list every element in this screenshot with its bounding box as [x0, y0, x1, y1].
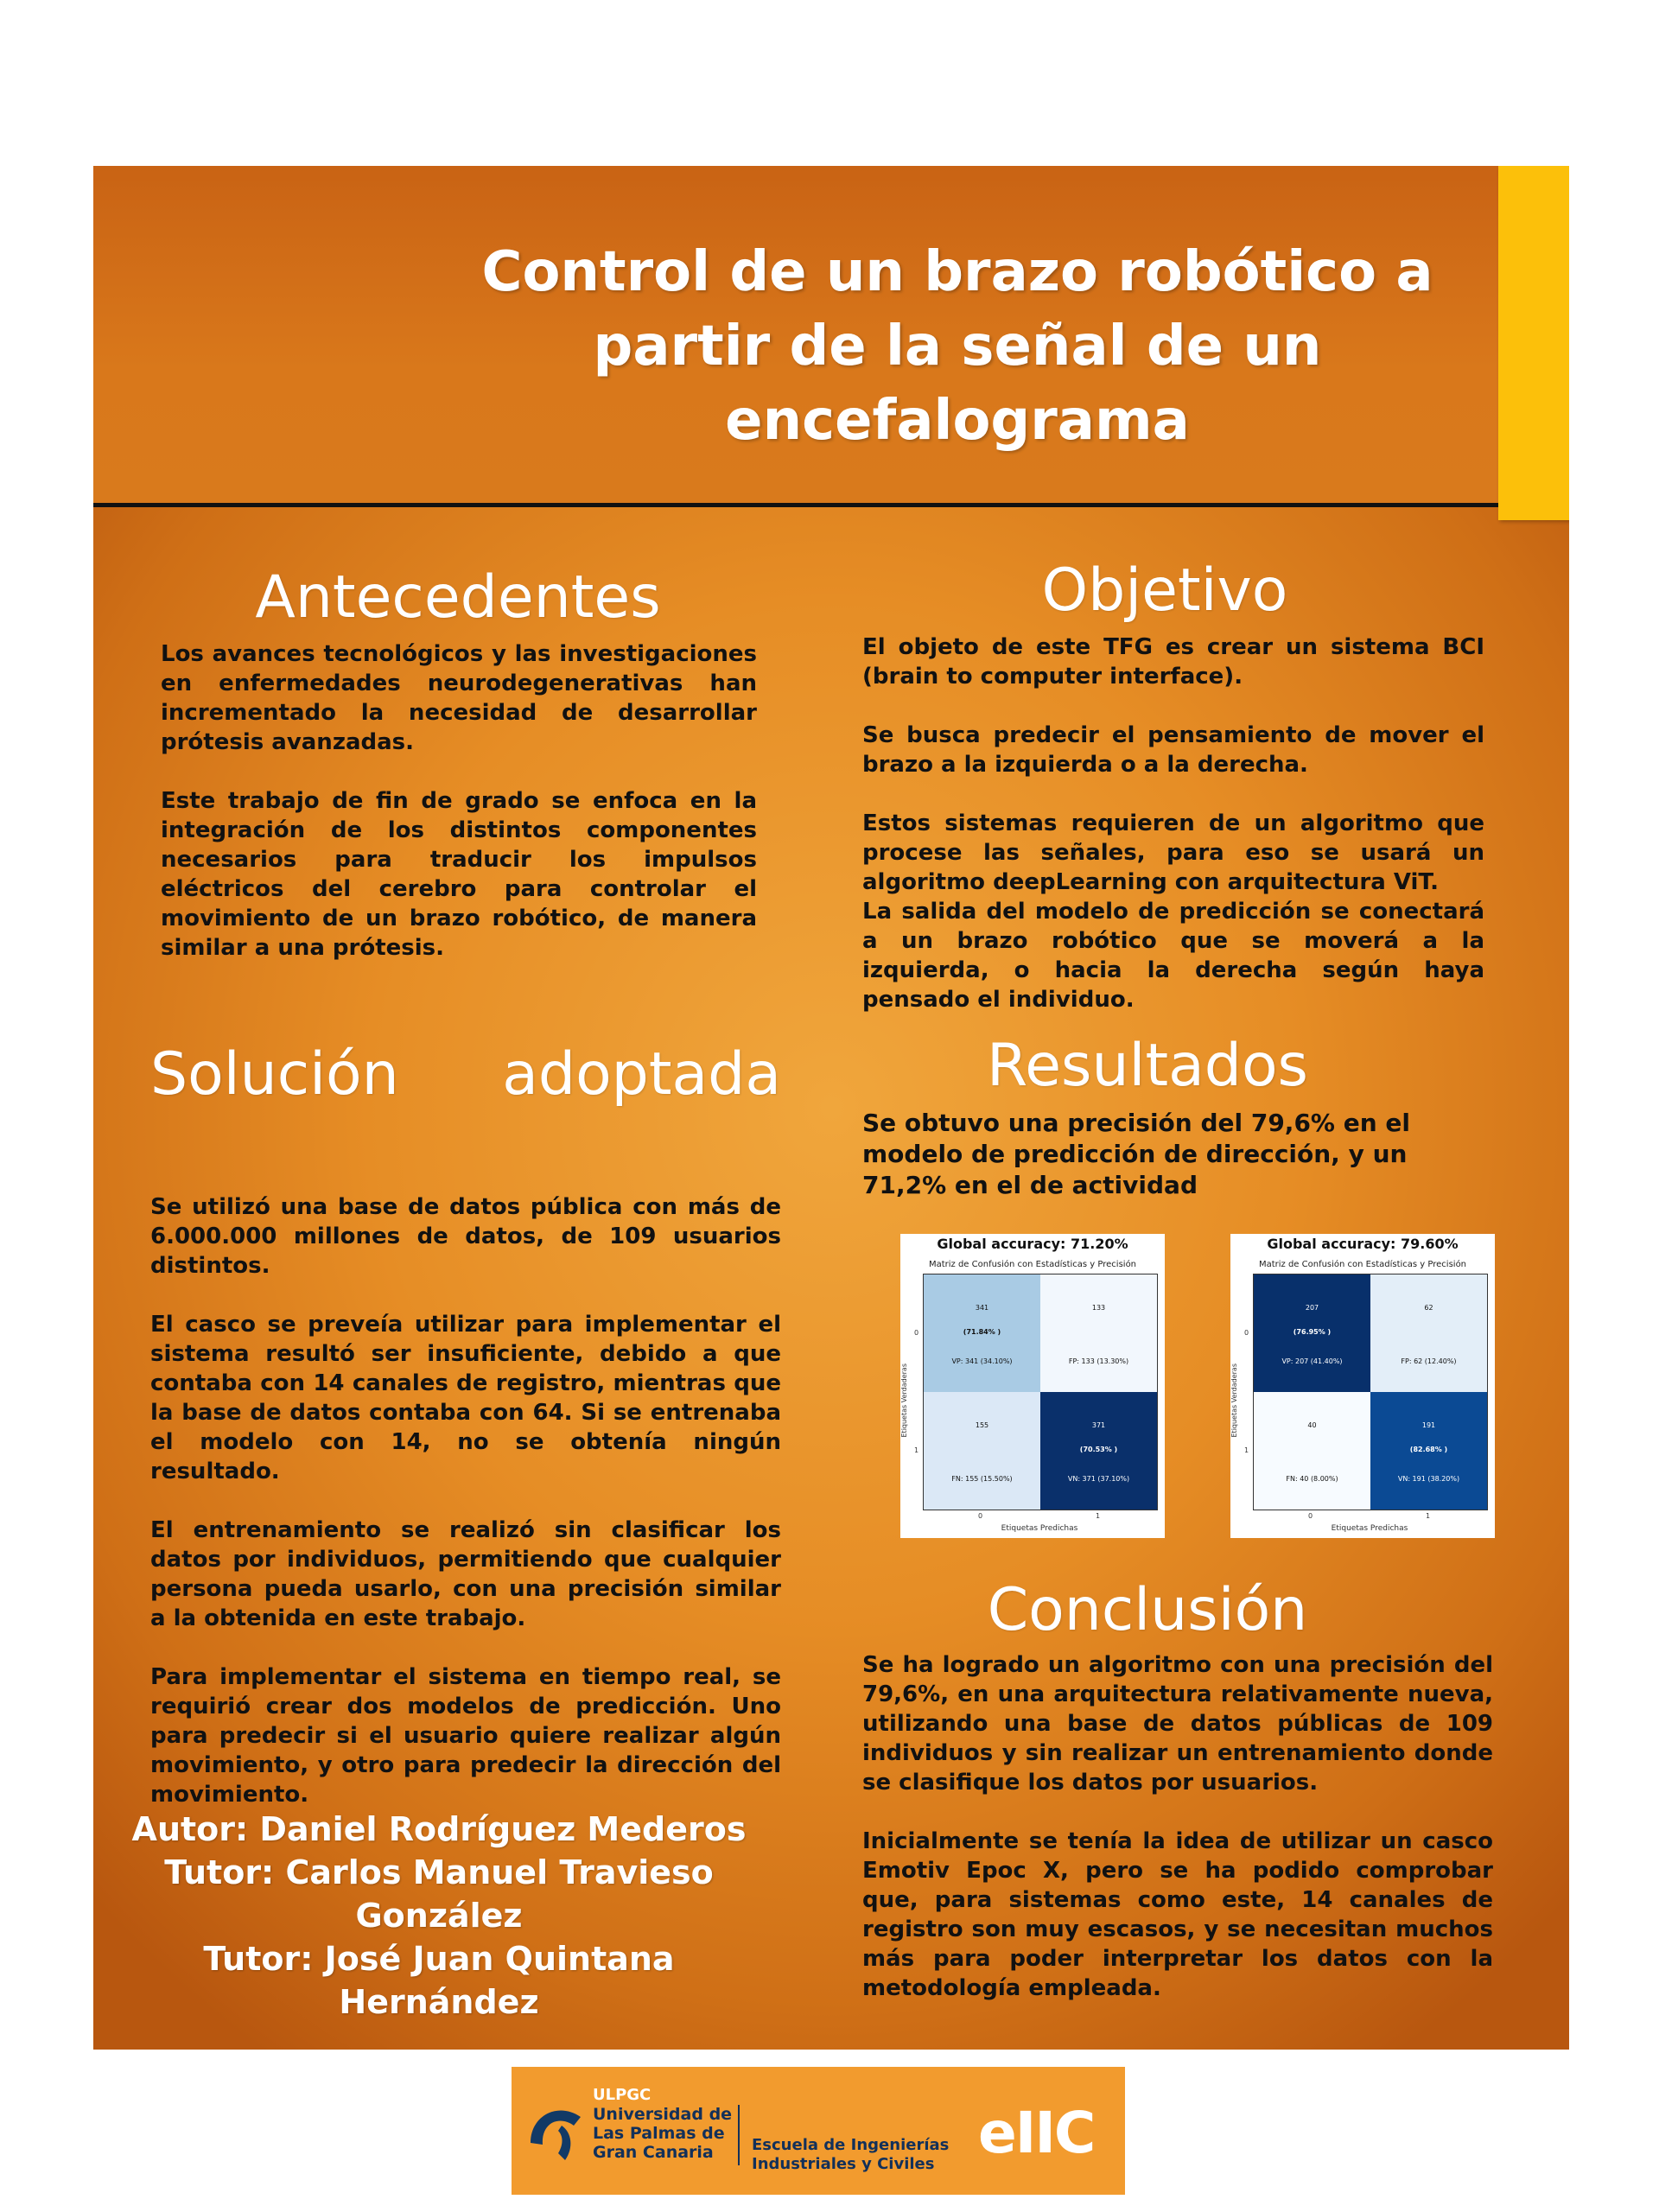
matrix-tick: 1: [914, 1446, 919, 1454]
solucion-p4: Para implementar el sistema en tiempo real, se requirió crear dos modelos de predicción. Uno para predecir si el usuario quiere realizar algún movimiento, y otro para predecir la dirección del movimiento.: [150, 1664, 781, 1808]
matrix-cell: [1040, 1392, 1157, 1510]
conclusion-text: [862, 1650, 1493, 2003]
bookmark-tab: [1498, 166, 1569, 520]
matrix-cell: [1254, 1392, 1370, 1510]
cell-percent: (82.68% ): [1409, 1446, 1448, 1453]
ulpgc-line3: Gran Canaria: [593, 2143, 714, 2162]
matrix-title: Global accuracy: 79.60%: [1267, 1236, 1459, 1252]
cell-count: 191: [1421, 1421, 1436, 1429]
matrix-xlabel: Etiquetas Predichas: [1001, 1524, 1078, 1533]
cell-count: 155: [975, 1421, 989, 1429]
ulpgc-name: [593, 2105, 732, 2162]
solucion-text: [150, 1192, 781, 1809]
matrix-subtitle: Matriz de Confusión con Estadísticas y Precisión: [1258, 1260, 1467, 1269]
matrix-ylabel: Etiquetas Verdaderas: [900, 1363, 908, 1438]
school-name: [752, 2136, 949, 2174]
solucion-heading: Solución adoptada: [150, 1040, 781, 1109]
autor-line: Autor: Daniel Rodríguez Mederos: [131, 1810, 747, 1848]
cell-percent: (71.84% ): [963, 1328, 1001, 1336]
matrix-ylabel: Etiquetas Verdaderas: [1230, 1363, 1238, 1438]
matrix-cell: [1254, 1274, 1370, 1392]
solucion-p1: Se utilizó una base de datos pública con más de 6.000.000 millones de datos, de 109 usuarios distintos.: [150, 1194, 781, 1279]
antecedentes-heading: Antecedentes: [255, 563, 661, 632]
header-divider: [93, 503, 1569, 507]
ulpgc-logo-icon: [524, 2091, 588, 2169]
confusion-matrix-direction: [1230, 1234, 1495, 1538]
tutor2-line: Tutor: José Juan Quintana Hernández: [203, 1940, 675, 2021]
objetivo-p3: Estos sistemas requieren de un algoritmo que procese las señales, para eso se usará un algoritmo deepLearning con arquitectura ViT.: [862, 810, 1484, 895]
matrix-cell: [1370, 1392, 1487, 1510]
eiic-logo: eIIC: [978, 2100, 1095, 2166]
objetivo-heading: Objetivo: [1041, 556, 1288, 625]
school-line1: Escuela de Ingenierías: [752, 2136, 950, 2154]
matrix-tick: 0: [1244, 1329, 1249, 1337]
cell-percent: (70.53% ): [1079, 1446, 1118, 1453]
cell-count: 341: [975, 1304, 989, 1312]
credits: [111, 1808, 767, 2024]
poster: [93, 166, 1569, 2050]
solucion-p3: El entrenamiento se realizó sin clasificar los datos por individuos, permitiendo que cualquier persona pueda usarlo, con una precisión similar a la obtenida en este trabajo.: [150, 1517, 781, 1631]
matrix-cell: [924, 1392, 1040, 1510]
antecedentes-p1: Los avances tecnológicos y las investigaciones en enfermedades neurodegenerativas han incrementado la necesidad de desarrollar prótesis avanzadas.: [161, 641, 757, 755]
conclusion-p2: Inicialmente se tenía la idea de utilizar un casco Emotiv Epoc X, pero se ha podido comprobar que, para sistemas como este, 14 canales de registro son muy escasos, y se necesitan muchos más para poder interpretar los datos con la metodología empleada.: [862, 1828, 1493, 2001]
cell-stat: FN: 40 (8.00%): [1286, 1475, 1338, 1483]
antecedentes-text: [161, 639, 757, 963]
tutor1-line: Tutor: Carlos Manuel Travieso González: [164, 1853, 714, 1935]
resultados-heading: Resultados: [987, 1032, 1308, 1100]
matrix-tick: 0: [978, 1512, 983, 1520]
matrix-cell: [1370, 1274, 1487, 1392]
cell-stat: VN: 191 (38.20%): [1397, 1475, 1460, 1483]
confusion-matrix-activity: [900, 1234, 1165, 1538]
matrix-cell: [1040, 1274, 1157, 1392]
objetivo-p1: El objeto de este TFG es crear un sistema BCI (brain to computer interface).: [862, 634, 1484, 690]
conclusion-heading: Conclusión: [987, 1576, 1308, 1644]
objetivo-text: [862, 632, 1484, 1014]
matrix-cell: [924, 1274, 1040, 1392]
matrix-xlabel: Etiquetas Predichas: [1331, 1524, 1408, 1533]
solucion-p2: El casco se preveía utilizar para implementar el sistema resultó ser insuficiente, debido a que contaba con 14 canales de registro, mientras que la base de datos contaba con 64. Si se entrenaba el modelo con 14, no se obtenía ningún resultado.: [150, 1312, 781, 1484]
matrix-title: Global accuracy: 71.20%: [937, 1236, 1128, 1252]
cell-percent: (76.95% ): [1293, 1328, 1332, 1336]
ulpgc-abbr: ULPGC: [593, 2086, 652, 2104]
school-line2: Industriales y Civiles: [752, 2155, 935, 2173]
matrix-subtitle: Matriz de Confusión con Estadísticas y Precisión: [928, 1260, 1137, 1269]
cell-stat: VN: 371 (37.10%): [1067, 1475, 1130, 1483]
matrix-tick: 1: [1096, 1512, 1101, 1520]
cell-stat: FN: 155 (15.50%): [951, 1475, 1013, 1483]
conclusion-p1: Se ha logrado un algoritmo con una precisión del 79,6%, en una arquitectura relativamente nueva, utilizando una base de datos públicas de 109 individuos y sin realizar un entrenamiento donde se clasifique los datos por usuarios.: [862, 1652, 1493, 1796]
matrix-grid: [1253, 1274, 1488, 1510]
logo-bar: [512, 2067, 1125, 2195]
cell-stat: VP: 341 (34.10%): [951, 1357, 1013, 1365]
cell-count: 371: [1091, 1421, 1106, 1429]
ulpgc-line1: Universidad de: [593, 2105, 733, 2124]
objetivo-p2: Se busca predecir el pensamiento de mover el brazo a la izquierda o a la derecha.: [862, 722, 1484, 778]
cell-stat: FP: 62 (12.40%): [1401, 1357, 1457, 1365]
objetivo-p4: La salida del modelo de predicción se conectará a un brazo robótico que se moverá a la izquierda, o hacia la derecha según haya pensado el individuo.: [862, 899, 1484, 1013]
antecedentes-p2: Este trabajo de fin de grado se enfoca en la integración de los distintos componentes necesarios para traducir los impulsos eléctricos del cerebro para controlar el movimiento de un brazo robótico, de manera similar a una prótesis.: [161, 788, 757, 961]
logo-separator: [738, 2105, 740, 2165]
matrix-tick: 1: [1426, 1512, 1431, 1520]
matrix-tick: 0: [914, 1329, 919, 1337]
cell-stat: VP: 207 (41.40%): [1281, 1357, 1343, 1365]
matrix-tick: 0: [1308, 1512, 1313, 1520]
resultados-text: Se obtuvo una precisión del 79,6% en el modelo de predicción de dirección, y un 71,2% en el de actividad: [862, 1109, 1410, 1199]
cell-count: 62: [1424, 1304, 1433, 1312]
cell-stat: FP: 133 (13.30%): [1068, 1357, 1129, 1365]
cell-count: 133: [1091, 1304, 1106, 1312]
ulpgc-line2: Las Palmas de: [593, 2124, 725, 2143]
cell-count: 207: [1305, 1304, 1319, 1312]
matrix-grid: [923, 1274, 1158, 1510]
poster-title: Control de un brazo robótico a partir de la señal de un encefalograma: [481, 240, 1433, 453]
cell-count: 40: [1307, 1421, 1317, 1429]
matrix-tick: 1: [1244, 1446, 1249, 1454]
